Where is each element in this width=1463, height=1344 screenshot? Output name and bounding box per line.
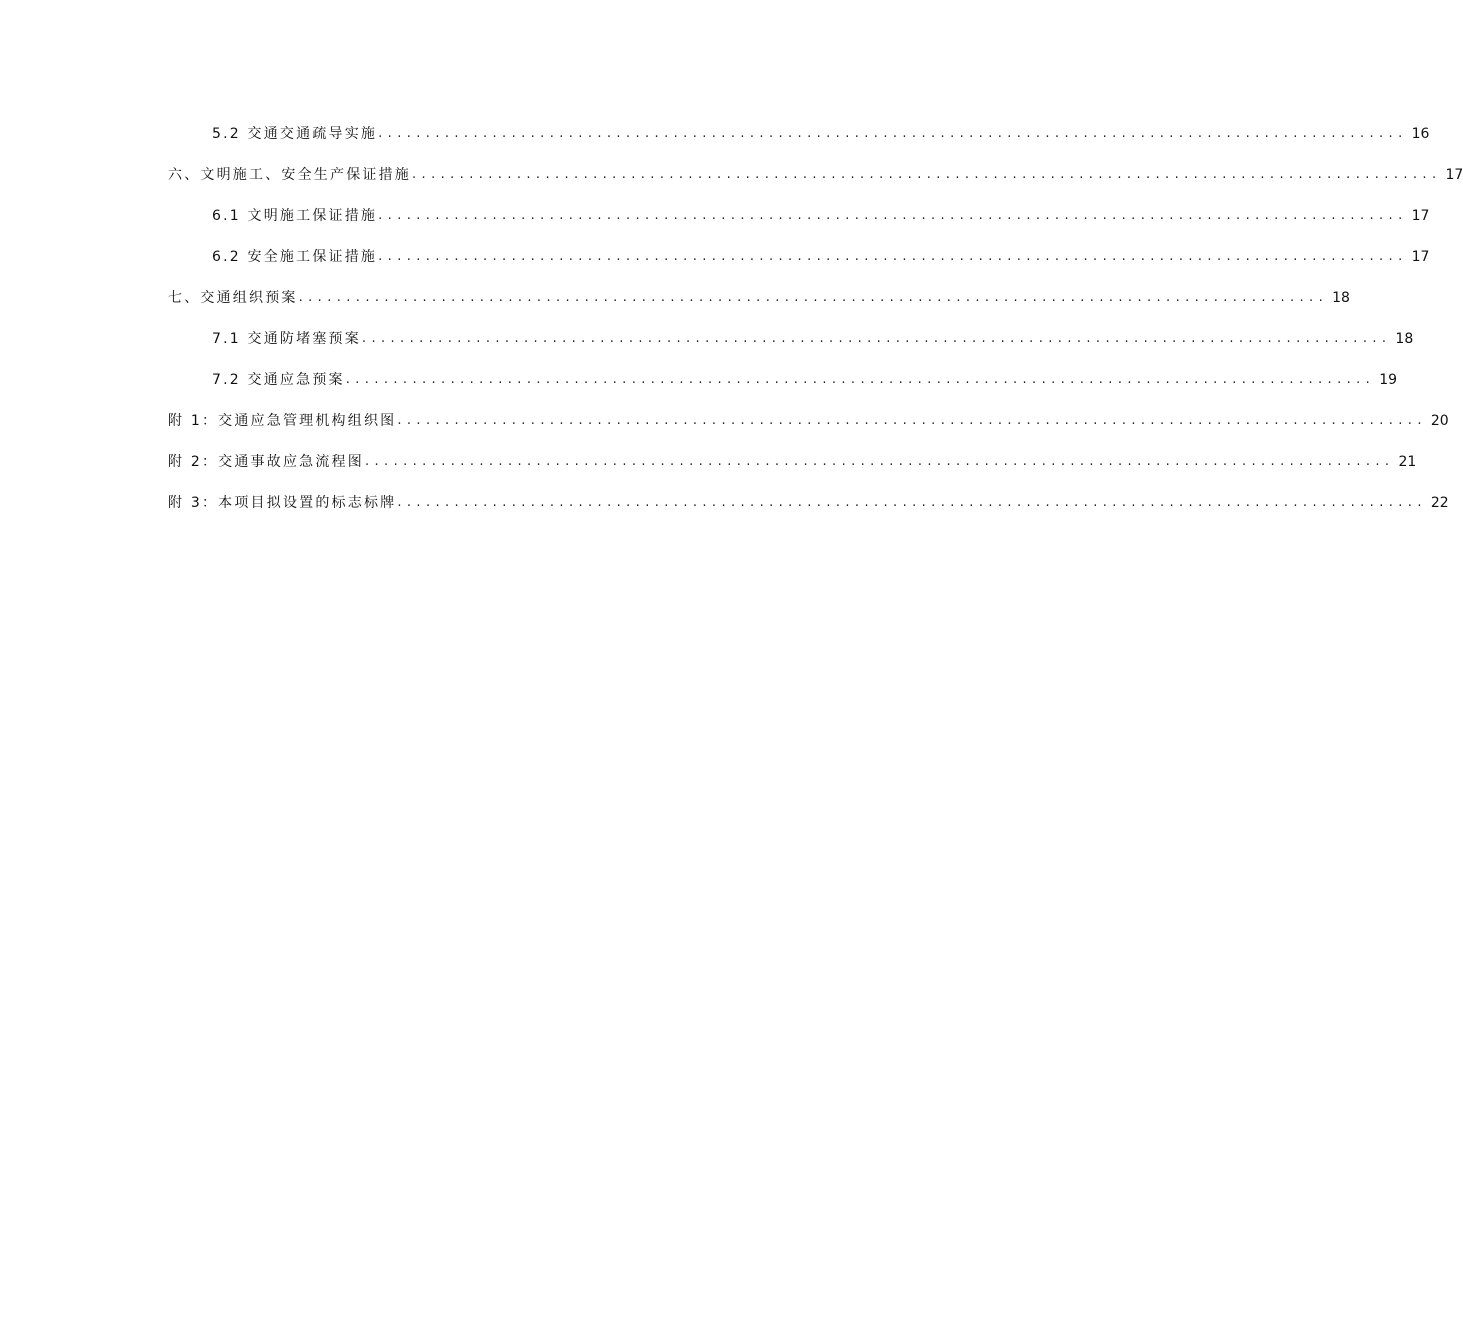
toc-entry-7-1[interactable] — [212, 328, 1414, 350]
toc-entry-page: 17 — [1411, 208, 1430, 224]
toc-dot-leader: ............................................................................................................ — [412, 167, 1442, 182]
toc-entry-page: 22 — [1430, 495, 1449, 511]
toc-entry-page: 21 — [1398, 454, 1417, 470]
toc-entry-5-2[interactable] — [212, 123, 1430, 145]
toc-entry-appendix-3[interactable] — [168, 492, 1449, 514]
toc-entry-title: 6.1 文明施工保证措施 — [212, 208, 378, 224]
toc-dot-leader: ............................................................................................................ — [298, 290, 1329, 305]
toc-dot-leader: ............................................................................................................ — [378, 126, 1408, 141]
toc-entry-title: 7.2 交通应急预案 — [212, 372, 345, 388]
toc-entry-title: 7.1 交通防堵塞预案 — [212, 331, 361, 347]
toc-entry-title: 七、交通组织预案 — [168, 290, 298, 306]
toc-dot-leader: ............................................................................................................ — [345, 372, 1376, 387]
toc-entry-title: 六、文明施工、安全生产保证措施 — [168, 167, 411, 183]
toc-dot-leader: ............................................................................................................ — [378, 249, 1408, 264]
toc-dot-leader: ............................................................................................................ — [397, 495, 1427, 510]
toc-entry-page: 16 — [1411, 126, 1430, 142]
toc-entry-title: 附 3：本项目拟设置的标志标牌 — [168, 495, 397, 511]
toc-entry-page: 17 — [1445, 167, 1463, 183]
toc-entry-7-2[interactable] — [212, 369, 1398, 391]
toc-entry-title: 附 2：交通事故应急流程图 — [168, 454, 364, 470]
toc-entry-page: 18 — [1332, 290, 1350, 306]
toc-entry-title: 5.2 交通交通疏导实施 — [212, 126, 378, 142]
toc-entry-section-7[interactable] — [168, 287, 1350, 309]
toc-entry-title: 附 1：交通应急管理机构组织图 — [168, 413, 397, 429]
toc-dot-leader: ............................................................................................................ — [364, 454, 1395, 469]
toc-dot-leader: ............................................................................................................ — [397, 413, 1427, 428]
toc-entry-6-1[interactable] — [212, 205, 1430, 227]
toc-entry-page: 17 — [1411, 249, 1430, 265]
toc-entry-title: 6.2 安全施工保证措施 — [212, 249, 378, 265]
toc-dot-leader: ............................................................................................................ — [378, 208, 1408, 223]
toc-entry-page: 19 — [1379, 372, 1398, 388]
toc-entry-appendix-1[interactable] — [168, 410, 1449, 432]
toc-entry-section-6[interactable] — [168, 164, 1463, 186]
toc-entry-6-2[interactable] — [212, 246, 1430, 268]
toc-dot-leader: ............................................................................................................ — [361, 331, 1392, 346]
toc-entry-appendix-2[interactable] — [168, 451, 1417, 473]
toc-entry-page: 20 — [1430, 413, 1449, 429]
toc-entry-page: 18 — [1395, 331, 1414, 347]
